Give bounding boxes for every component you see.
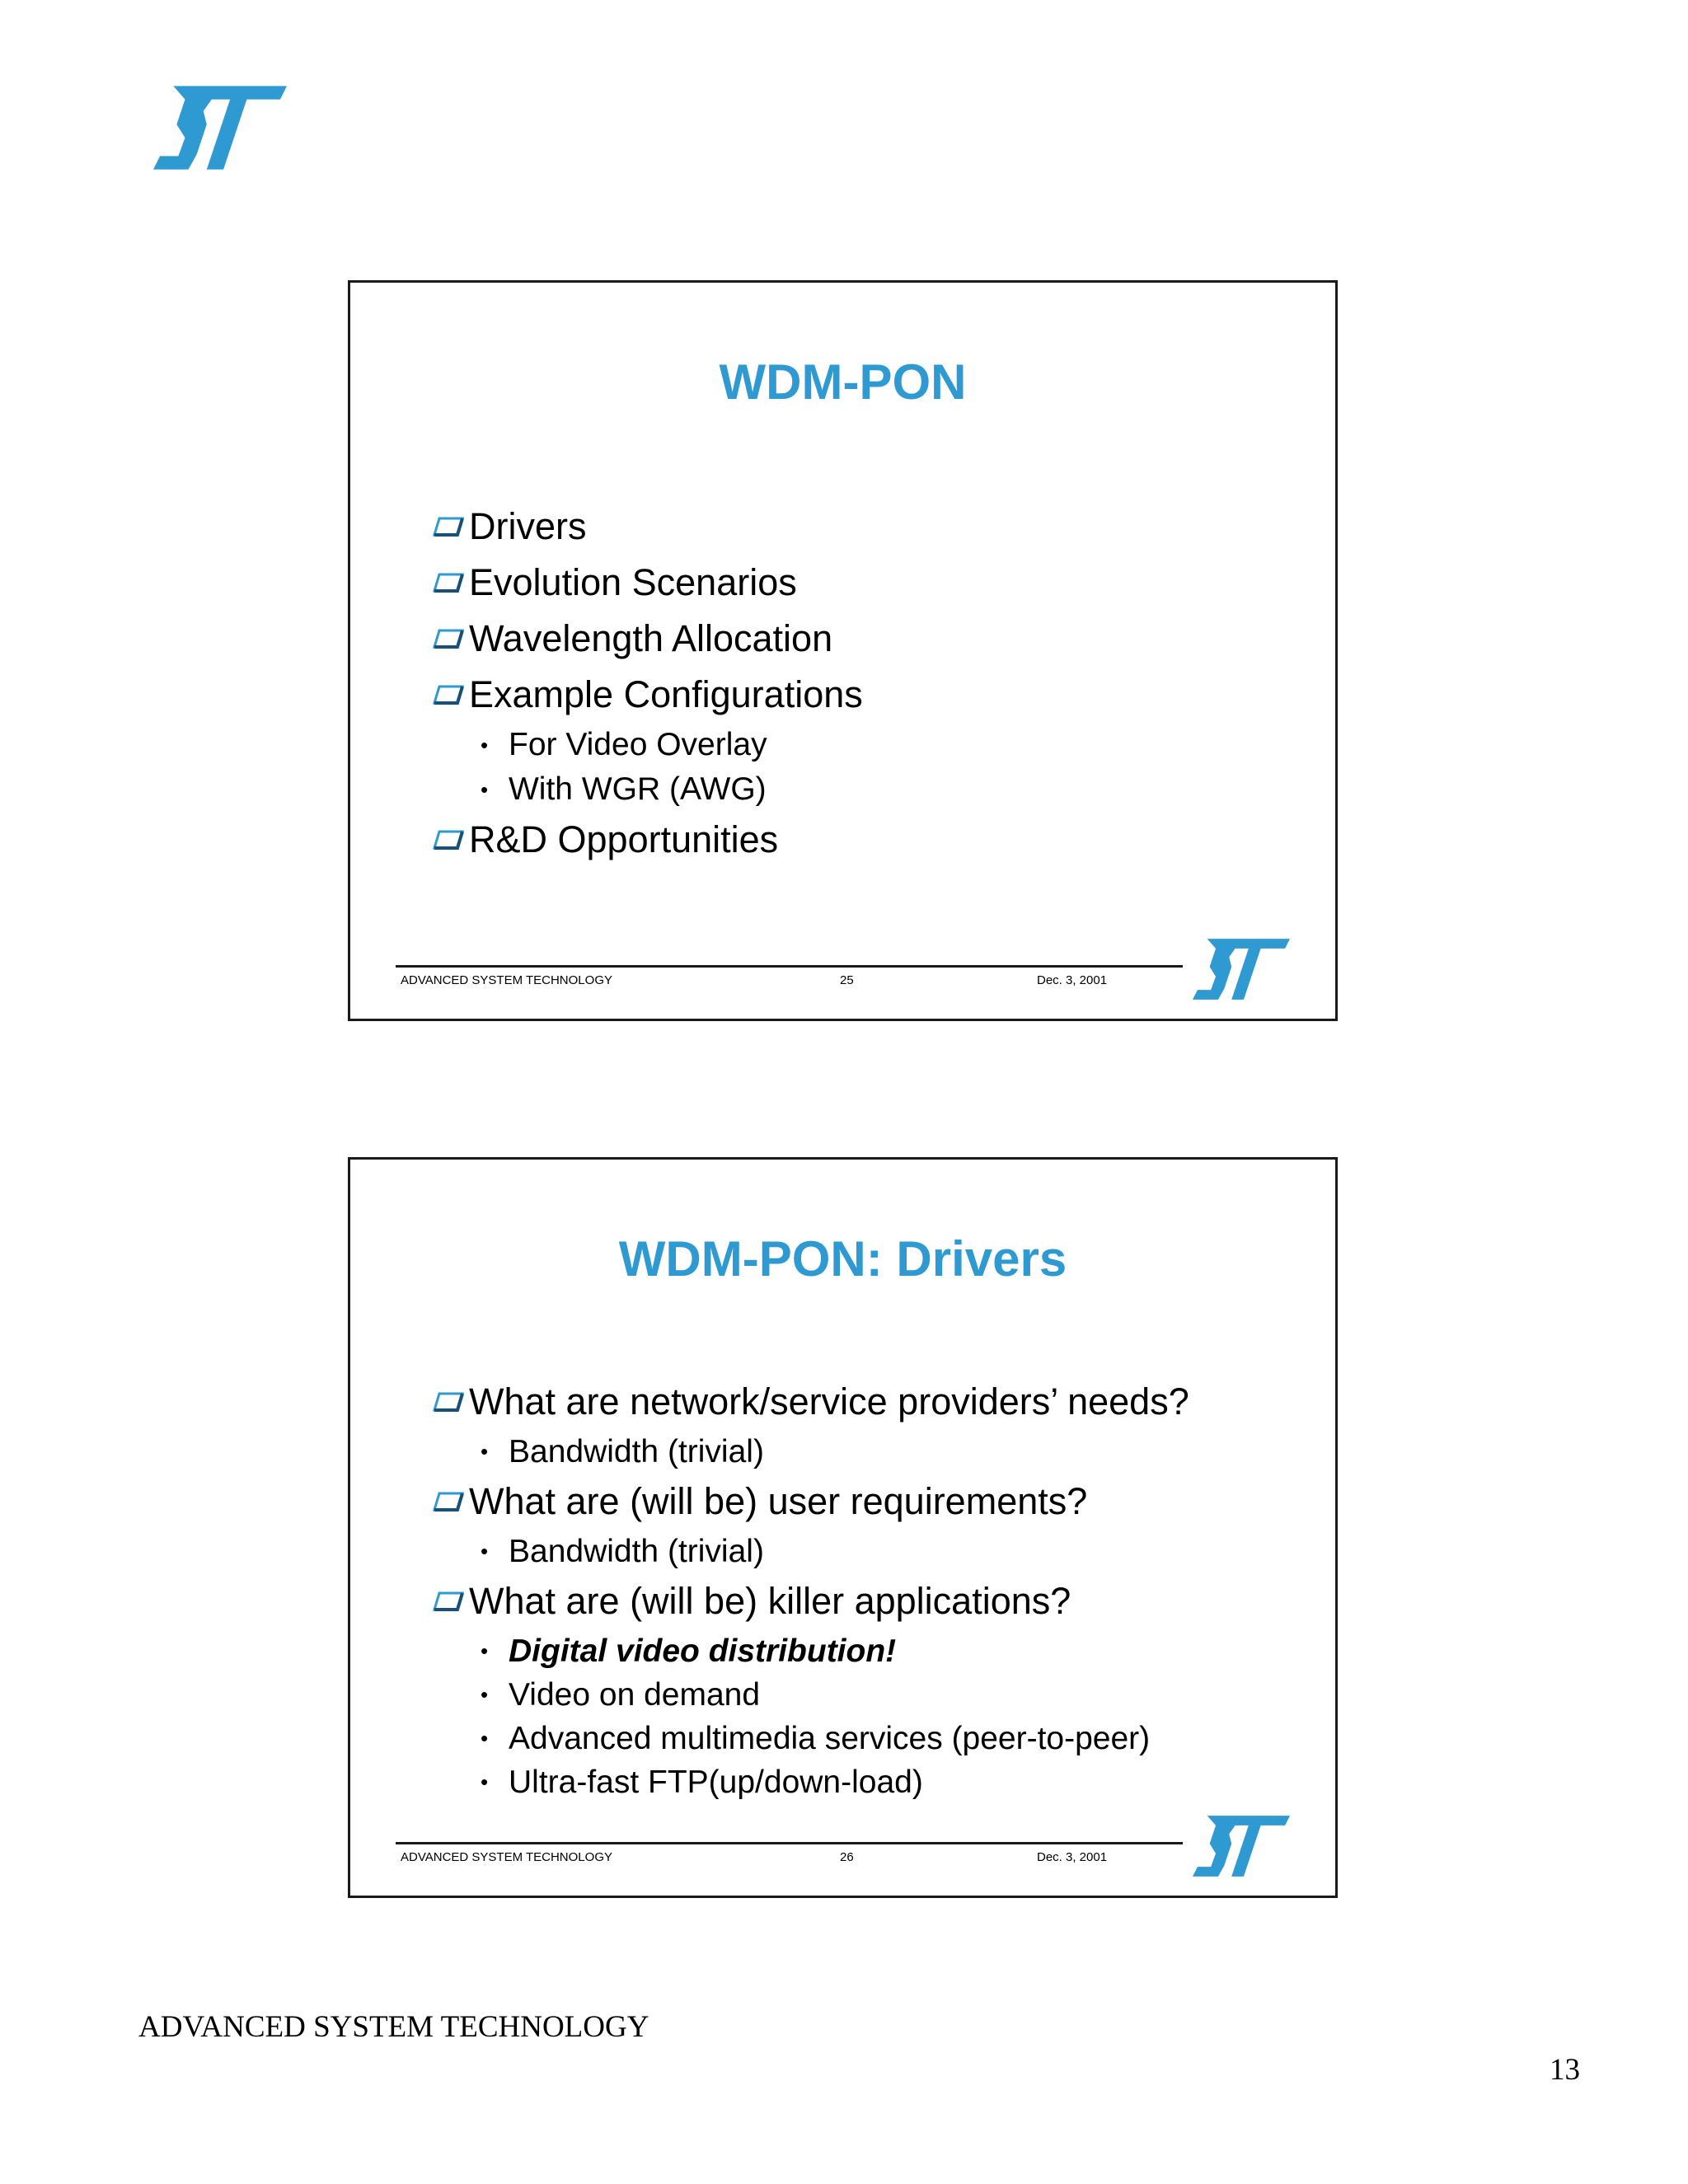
- bullet-text: With WGR (AWG): [509, 771, 767, 807]
- dot-bullet-icon: •: [481, 1439, 489, 1464]
- bullet-item: [433, 499, 1319, 555]
- slide-footer-left: ADVANCED SYSTEM TECHNOLOGY: [401, 973, 612, 987]
- box-bullet-icon: [433, 571, 469, 594]
- sub-bullet-item: [433, 1430, 1319, 1474]
- bullet-item: [433, 611, 1319, 667]
- page-number: 13: [1550, 2053, 1580, 2087]
- bullet-text: For Video Overlay: [509, 727, 767, 762]
- dot-bullet-icon: •: [481, 1682, 489, 1707]
- bullet-text: Advanced multimedia services (peer-to-peer): [509, 1721, 1151, 1756]
- st-logo: [153, 84, 287, 171]
- bullet-text: Bandwidth (trivial): [509, 1534, 764, 1569]
- dot-bullet-icon: •: [481, 1539, 489, 1563]
- sub-bullet-item: [433, 1717, 1319, 1760]
- sub-bullet-item: [433, 1760, 1319, 1804]
- bullet-text: Evolution Scenarios: [469, 561, 797, 603]
- footer-rule: [396, 965, 1183, 968]
- bullet-text: Example Configurations: [469, 673, 863, 715]
- slide-26: [348, 1157, 1338, 1898]
- slide-footer-left: ADVANCED SYSTEM TECHNOLOGY: [401, 1850, 612, 1864]
- box-bullet-icon: [433, 1390, 469, 1413]
- bullet-text: R&D Opportunities: [469, 818, 779, 860]
- box-bullet-icon: [433, 1490, 469, 1513]
- bullet-text: Ultra-fast FTP(up/down-load): [509, 1765, 923, 1800]
- document-footer: ADVANCED SYSTEM TECHNOLOGY: [138, 2010, 649, 2044]
- bullet-text: What are network/service providers’ needs?: [469, 1380, 1189, 1422]
- slide-number: 25: [840, 973, 854, 987]
- bullet-text-emphasis: Digital video distribution!: [509, 1633, 897, 1669]
- bullet-item: [433, 1374, 1319, 1430]
- dot-bullet-icon: •: [481, 777, 489, 802]
- sub-bullet-item: [433, 1629, 1319, 1673]
- slide-number: 26: [840, 1850, 854, 1864]
- dot-bullet-icon: •: [481, 1638, 489, 1663]
- box-bullet-icon: [433, 627, 469, 650]
- bullet-text: What are (will be) user requirements?: [469, 1480, 1088, 1522]
- dot-bullet-icon: •: [481, 1769, 489, 1794]
- bullet-item: [433, 667, 1319, 723]
- bullet-item: [433, 1573, 1319, 1629]
- box-bullet-icon: [433, 683, 469, 706]
- box-bullet-icon: [433, 828, 469, 851]
- box-bullet-icon: [433, 1590, 469, 1613]
- slide-date: Dec. 3, 2001: [1037, 973, 1108, 987]
- sub-bullet-item: [433, 1673, 1319, 1717]
- sub-bullet-item: [433, 767, 1319, 812]
- slide-title: WDM-PON: Drivers: [618, 1231, 1067, 1286]
- bullet-text: Video on demand: [509, 1677, 761, 1713]
- bullet-item: [433, 555, 1319, 611]
- slide-title: WDM-PON: [719, 354, 967, 410]
- st-logo: [1193, 1815, 1290, 1877]
- sub-bullet-item: [433, 723, 1319, 767]
- bullet-text: Drivers: [469, 505, 587, 547]
- bullet-text: Bandwidth (trivial): [509, 1434, 764, 1469]
- box-bullet-icon: [433, 515, 469, 538]
- bullet-list: [433, 499, 1319, 868]
- dot-bullet-icon: •: [481, 733, 489, 757]
- footer-rule: [396, 1842, 1183, 1844]
- slide-date: Dec. 3, 2001: [1037, 1850, 1108, 1864]
- bullet-item: [433, 812, 1319, 868]
- bullet-text: Wavelength Allocation: [469, 617, 833, 659]
- bullet-text: What are (will be) killer applications?: [469, 1580, 1071, 1622]
- bullet-item: [433, 1474, 1319, 1530]
- slide-25: [348, 280, 1338, 1021]
- bullet-list: [433, 1374, 1319, 1804]
- st-logo: [1193, 938, 1290, 1001]
- sub-bullet-item: [433, 1530, 1319, 1573]
- dot-bullet-icon: •: [481, 1726, 489, 1750]
